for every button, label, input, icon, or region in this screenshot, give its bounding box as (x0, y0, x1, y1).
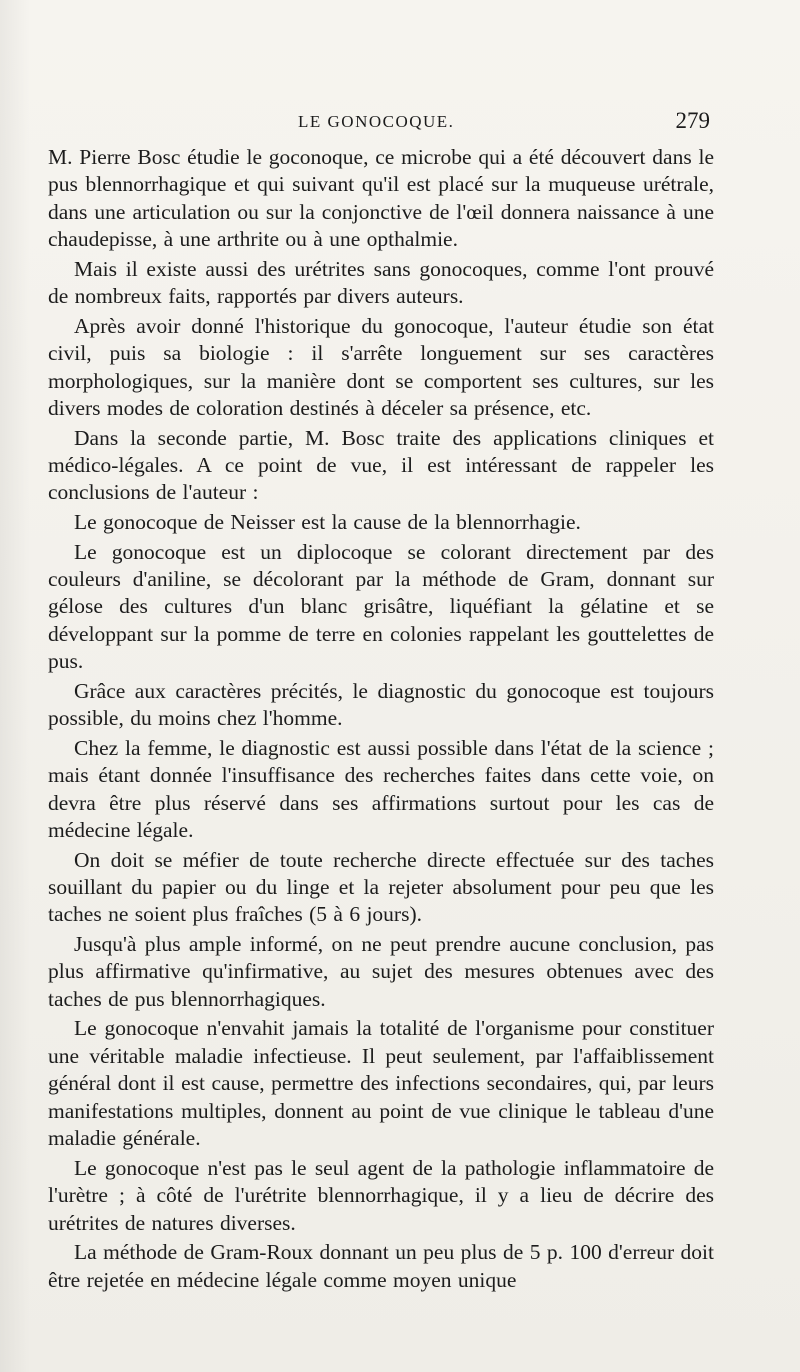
paragraph: On doit se méfier de toute recherche directe effectuée sur des taches souillant du papier ou du linge et la rejeter absolument pour peu que les taches ne soient plus fraîches (5 à 6 jours). (48, 847, 714, 927)
paragraph: Dans la seconde partie, M. Bosc traite des applications cliniques et médico-légales. A ce point de vue, il est intéressant de rappeler les conclusions de l'auteur : (48, 425, 714, 505)
paragraph: Après avoir donné l'historique du gonocoque, l'auteur étudie son état civil, puis sa biologie : il s'arrête longuement sur ses caractères morphologiques, sur la manière dont se comportent ses cultures, sur les divers modes de coloration destinés à déceler sa présence, etc. (48, 313, 714, 421)
paragraph: Le gonocoque est un diplocoque se colorant directement par des couleurs d'aniline, se décolorant par la méthode de Gram, donnant sur gélose des cultures d'un blanc grisâtre, liquéfiant la gélatine et se développant sur la pomme de terre en colonies rappelant les gouttelettes de pus. (48, 539, 714, 674)
paragraph: Le gonocoque n'envahit jamais la totalité de l'organisme pour constituer une véritable maladie infectieuse. Il peut seulement, par l'affaiblissement général dont il est cause, permettre des infections secondaires, qui, par leurs manifestations multiples, donnent au point de vue clinique le tableau d'une maladie générale. (48, 1016, 714, 1151)
page-header (48, 108, 710, 138)
paragraph: M. Pierre Bosc étudie le goconoque, ce microbe qui a été découvert dans le pus blennorrhagique et qui suivant qu'il est placé sur la muqueuse urétrale, dans une articulation ou sur la conjonctive de l'œil donnera naissance à une chaudepisse, à une arthrite ou à une opthalmie. (48, 145, 714, 252)
body-text (48, 144, 714, 1296)
paragraph: Grâce aux caractères précités, le diagnostic du gonocoque est toujours possible, du moins chez l'homme. (48, 678, 714, 731)
paragraph: La méthode de Gram-Roux donnant un peu plus de 5 p. 100 d'erreur doit être rejetée en médecine légale comme moyen unique (48, 1240, 714, 1292)
paragraph: Mais il existe aussi des urétrites sans gonocoques, comme l'ont prouvé de nombreux faits, rapportés par divers auteurs. (48, 256, 714, 309)
running-title: LE GONOCOQUE. (298, 112, 455, 131)
paragraph: Le gonocoque n'est pas le seul agent de la pathologie inflammatoire de l'urètre ; à côté de l'urétrite blennorrhagique, il y a lieu de décrire des urétrites de natures diverses. (48, 1155, 714, 1235)
paragraph: Le gonocoque de Neisser est la cause de la blennorrhagie. (74, 510, 581, 535)
page-number: 279 (675, 108, 710, 133)
paragraph: Chez la femme, le diagnostic est aussi possible dans l'état de la science ; mais étant donnée l'insuffisance des recherches faites dans cette voie, on devra être plus réservé dans ses affirmations surtout pour les cas de médecine légale. (48, 735, 714, 843)
paragraph: Jusqu'à plus ample informé, on ne peut prendre aucune conclusion, pas plus affirmative qu'infirmative, au sujet des mesures obtenues avec des taches de pus blennorrhagiques. (48, 932, 714, 1011)
